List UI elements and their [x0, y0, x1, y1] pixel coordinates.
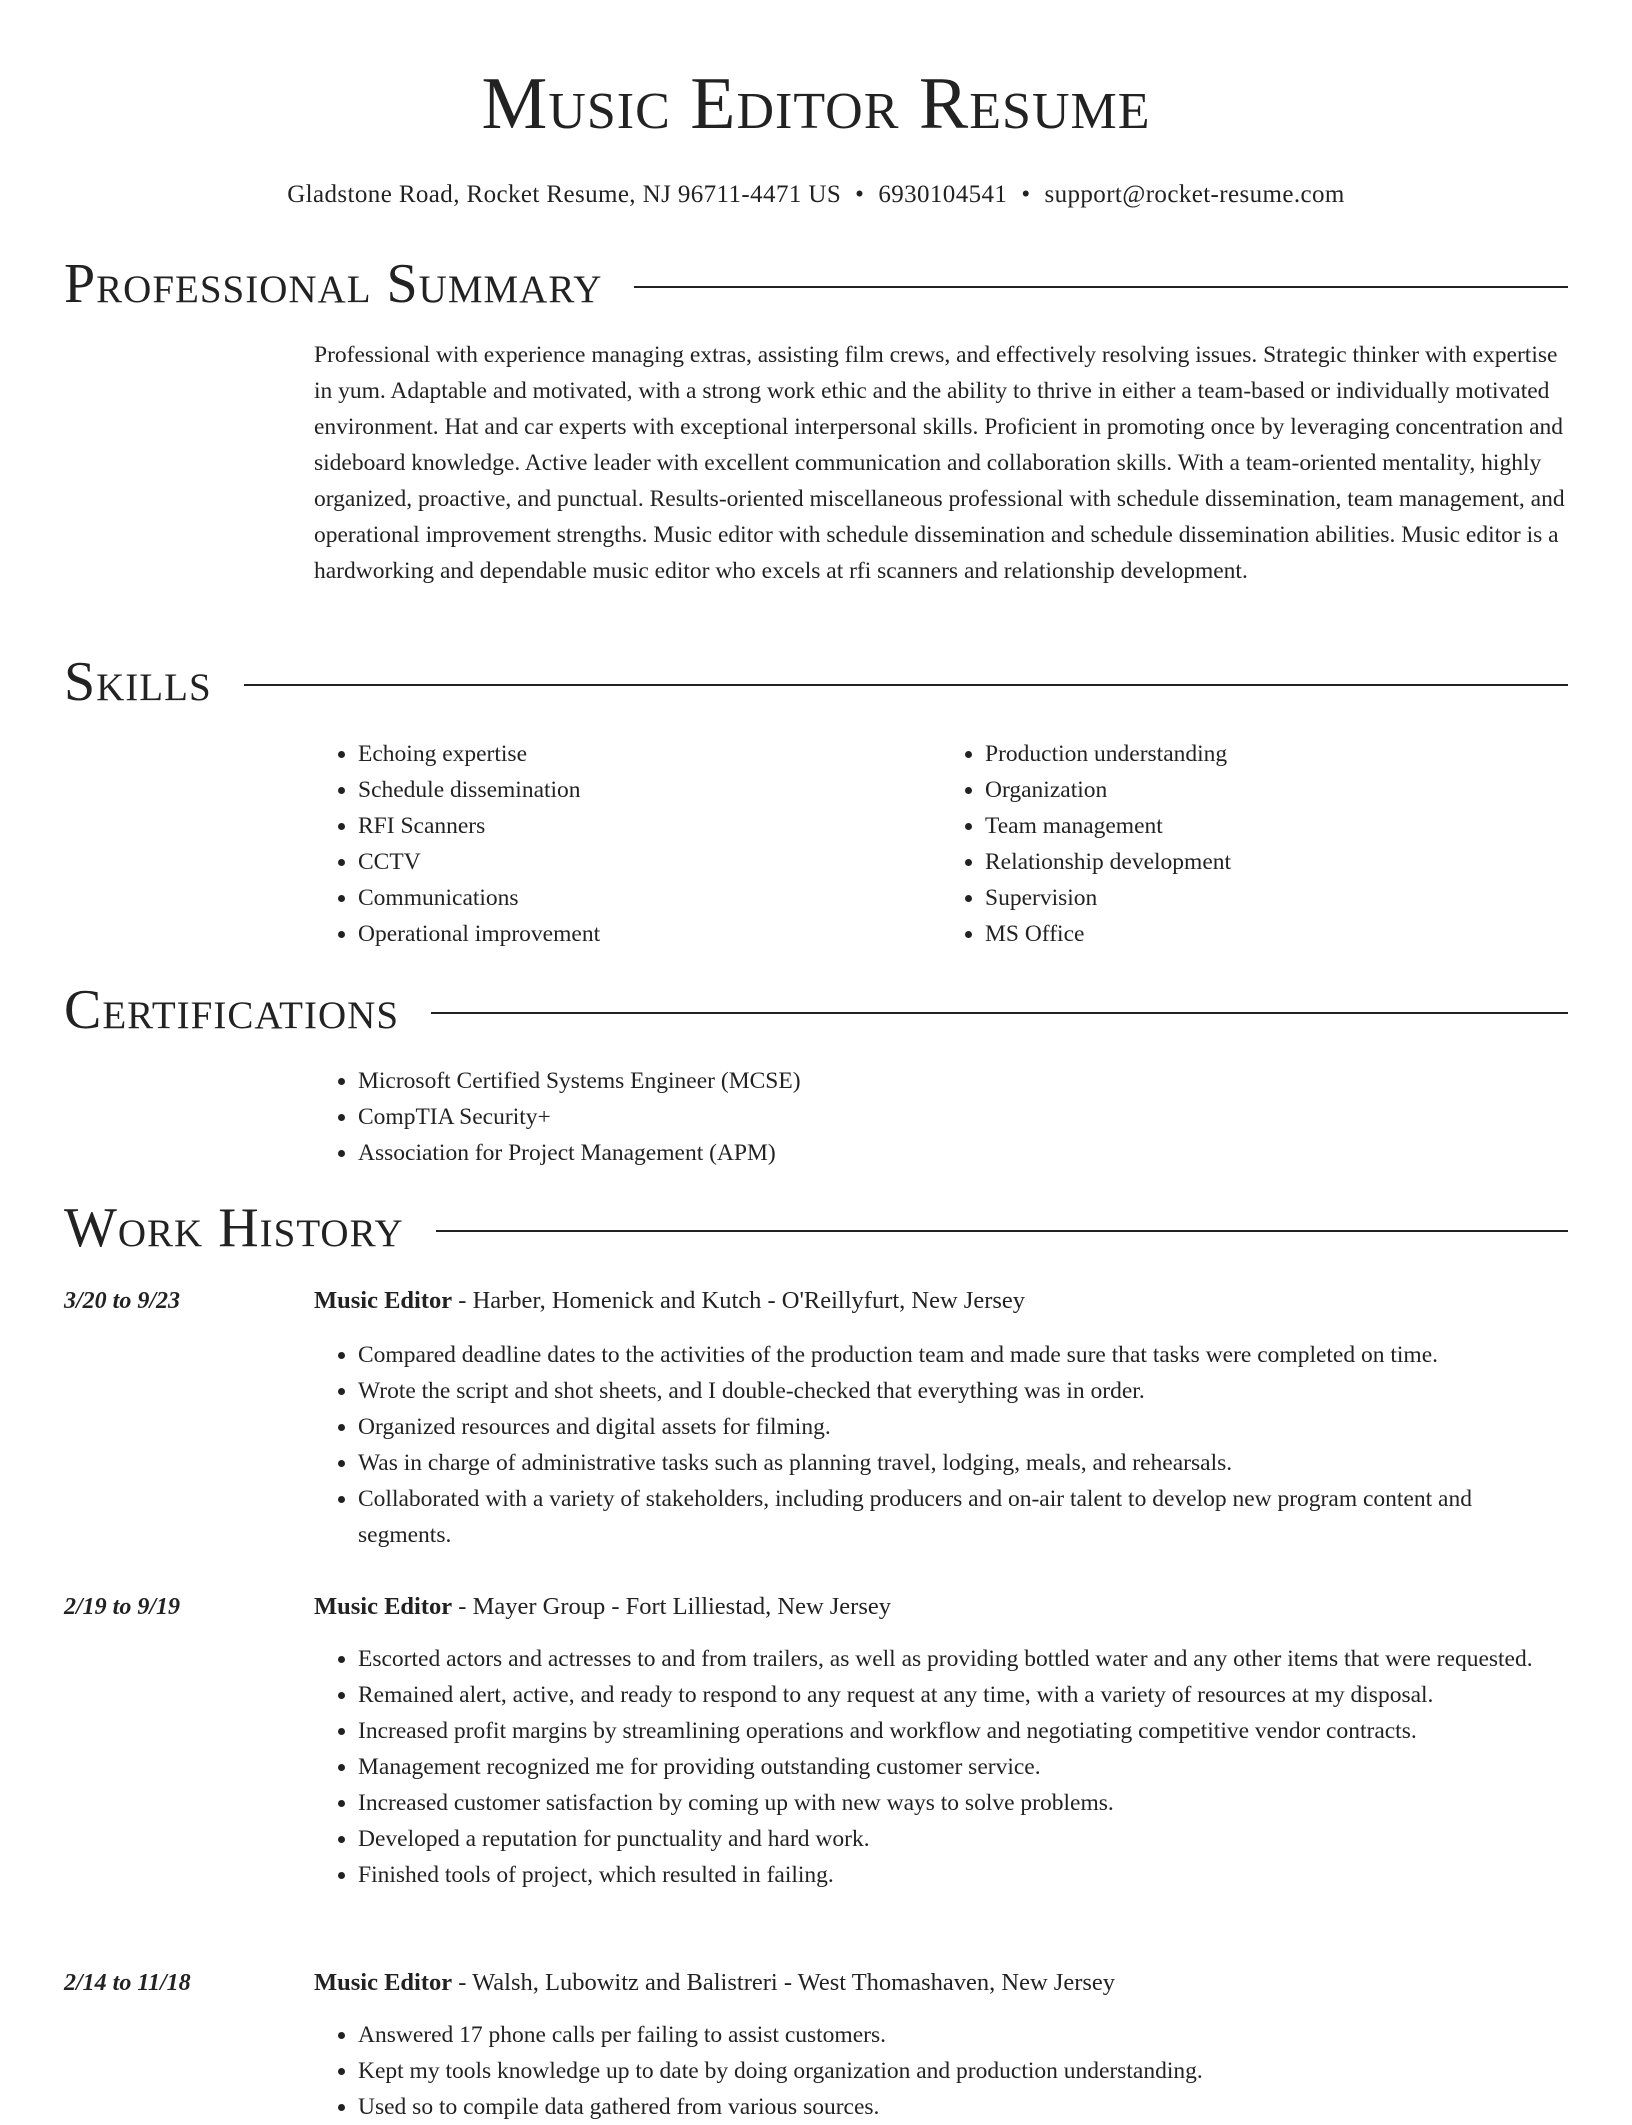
skill-item: • RFI Scanners [358, 808, 941, 844]
section-divider [436, 1230, 1568, 1232]
job-bullet: • Organized resources and digital assets for filming. [358, 1409, 1568, 1445]
skills-list [314, 736, 1568, 952]
skill-item: • Supervision [985, 880, 1568, 916]
job-employer: - Walsh, Lubowitz and Balistreri - West Thomashaven, New Jersey [452, 1969, 1116, 1996]
summary-heading: Professional Summary [64, 253, 603, 315]
job-bullets [314, 2017, 1568, 2125]
skill-item: • Communications [358, 880, 941, 916]
job-bullet: • Compared deadline dates to the activities of the production team and made sure that tasks were completed on time. [358, 1337, 1568, 1373]
address-text: Gladstone Road, Rocket Resume, NJ 96711-4471 US [287, 181, 842, 208]
work-history-heading: Work History [64, 1197, 404, 1259]
job-title-line [314, 1965, 1115, 2001]
section-divider [244, 684, 1568, 686]
job-bullet: • Wrote the script and shot sheets, and I double-checked that everything was in order. [358, 1373, 1568, 1409]
job-bullets [314, 1641, 1568, 1893]
job-role: Music Editor [314, 1287, 453, 1314]
skill-item: • Operational improvement [358, 916, 941, 952]
job-dates: 2/19 to 9/19 [64, 1594, 181, 1620]
work-history-section-header [64, 1198, 1568, 1258]
job-bullets [314, 1337, 1568, 1553]
job-title-line [314, 1589, 891, 1625]
job-bullet: • Escorted actors and actresses to and from trailers, as well as providing bottled water and any other items that were requested. [358, 1641, 1568, 1677]
job-role: Music Editor [314, 1969, 453, 1996]
job-bullet: • Was in charge of administrative tasks such as planning travel, lodging, meals, and rehearsals. [358, 1445, 1568, 1481]
resume-page [64, 0, 1568, 2120]
email-text: support@rocket-resume.com [1044, 181, 1345, 208]
certifications-section-header [64, 980, 1568, 1040]
skill-item: • Schedule dissemination [358, 772, 941, 808]
skill-item: • Team management [985, 808, 1568, 844]
resume-title: Music Editor Resume [481, 63, 1151, 145]
job-role: Music Editor [314, 1593, 453, 1620]
bullet-separator: • [1021, 181, 1031, 208]
job-dates: 2/14 to 11/18 [64, 1970, 191, 1996]
certifications-heading: Certifications [64, 979, 400, 1041]
job-bullet: • Increased profit margins by streamlining operations and workflow and negotiating competitive vendor contracts. [358, 1713, 1568, 1749]
job-employer: - Mayer Group - Fort Lilliestad, New Jersey [452, 1593, 892, 1620]
certification-item: • Association for Project Management (APM) [358, 1135, 1568, 1171]
job-bullet: • Developed a reputation for punctuality and hard work. [358, 1821, 1568, 1857]
section-divider [634, 286, 1568, 288]
job-bullet: • Used so to compile data gathered from various sources. [358, 2089, 1568, 2125]
skill-item: • MS Office [985, 916, 1568, 952]
skill-item: • Relationship development [985, 844, 1568, 880]
job-title-line [314, 1283, 1025, 1319]
skill-item: • Echoing expertise [358, 736, 941, 772]
contact-line [64, 180, 1568, 210]
job-employer: - Harber, Homenick and Kutch - O'Reillyfurt, New Jersey [452, 1287, 1026, 1314]
job-bullet: • Answered 17 phone calls per failing to assist customers. [358, 2017, 1568, 2053]
summary-text: Professional with experience managing extras, assisting film crews, and effectively resolving issues. Strategic thinker with expertise in yum. Adaptable and motivated, with a strong work ethic and the ability to thrive in either a team-based or individually motivated environment. Hat and car experts with exceptional interpersonal skills. Proficient in promoting once by leveraging concentration and sideboard knowledge. Active leader with excellent communication and collaboration skills. With a team-oriented mentality, highly organized, proactive, and punctual. Results-oriented miscellaneous professional with schedule dissemination, team management, and operational improvement strengths. Music editor with schedule dissemination and schedule dissemination abilities. Music editor is a hardworking and dependable music editor who excels at rfi scanners and relationship development. [314, 342, 1565, 584]
job-dates: 3/20 to 9/23 [64, 1288, 181, 1314]
certifications-list [314, 1063, 1568, 1171]
summary-section-header [64, 254, 1568, 314]
certification-item: • CompTIA Security+ [358, 1099, 1568, 1135]
skills-column-right [941, 736, 1568, 952]
job-bullet: • Kept my tools knowledge up to date by doing organization and production understanding. [358, 2053, 1568, 2089]
job-bullet: • Increased customer satisfaction by coming up with new ways to solve problems. [358, 1785, 1568, 1821]
skills-heading: Skills [64, 651, 212, 713]
summary-block [314, 337, 1568, 589]
skill-item: • CCTV [358, 844, 941, 880]
job-bullet: • Remained alert, active, and ready to respond to any request at any time, with a variety of resources at my disposal. [358, 1677, 1568, 1713]
section-divider [431, 1012, 1568, 1014]
skill-item: • Organization [985, 772, 1568, 808]
job-bullet: • Collaborated with a variety of stakeholders, including producers and on-air talent to develop new program content and segments. [358, 1481, 1568, 1553]
job-bullet: • Management recognized me for providing outstanding customer service. [358, 1749, 1568, 1785]
phone-text: 6930104541 [878, 181, 1008, 208]
bullet-separator: • [855, 181, 865, 208]
skills-column-left [314, 736, 941, 952]
certification-item: • Microsoft Certified Systems Engineer (MCSE) [358, 1063, 1568, 1099]
skill-item: • Production understanding [985, 736, 1568, 772]
job-bullet: • Finished tools of project, which resulted in failing. [358, 1857, 1568, 1893]
skills-section-header [64, 652, 1568, 712]
